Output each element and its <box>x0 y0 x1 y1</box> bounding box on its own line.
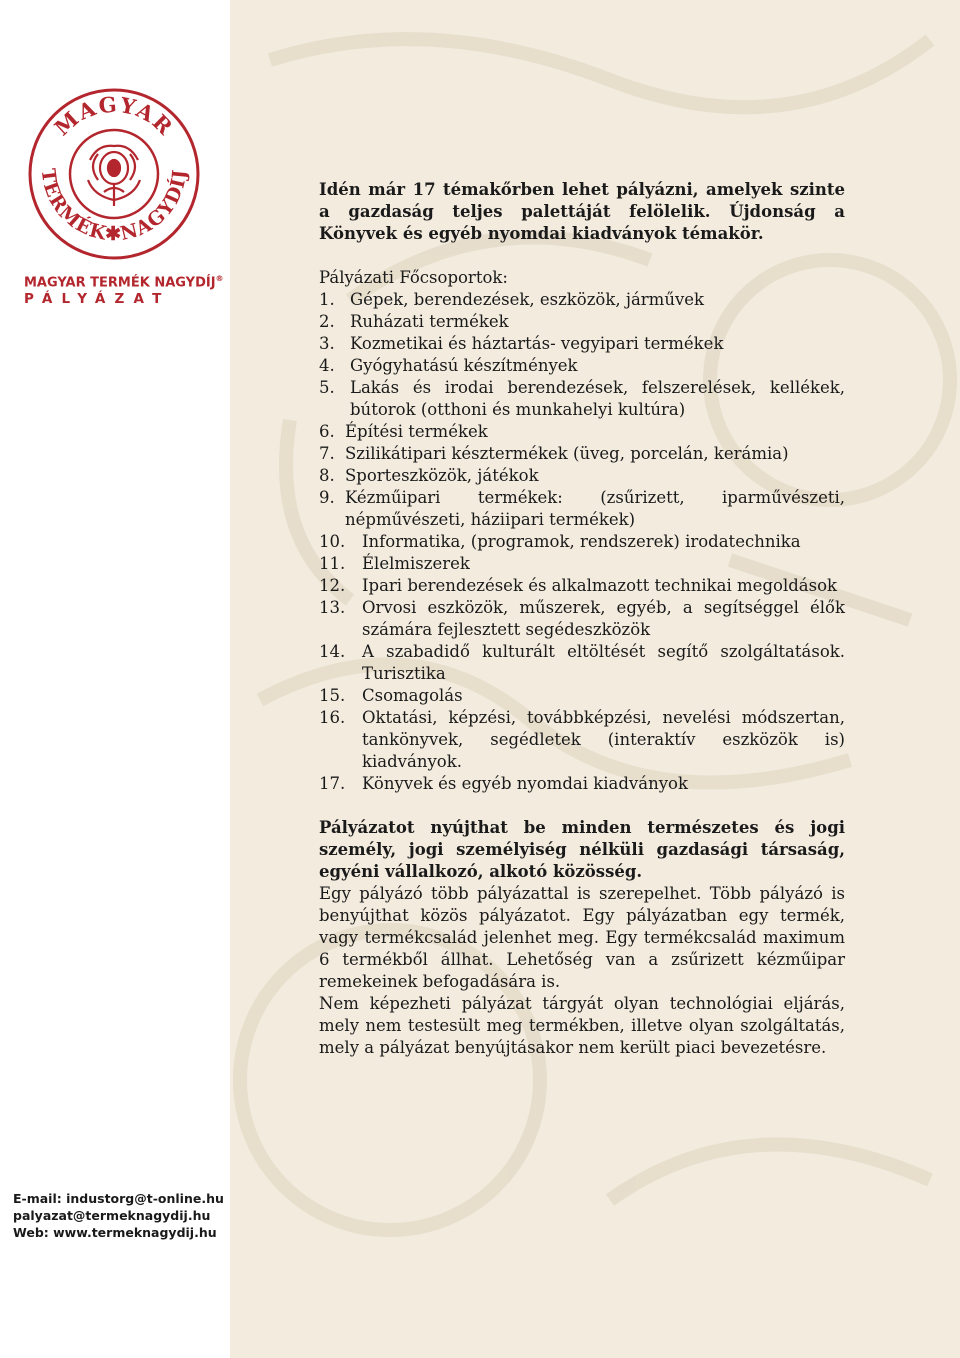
logo-emblem <box>28 88 200 260</box>
list-item: 1. Gépek, berendezések, eszközök, járművek <box>319 290 705 309</box>
eligibility-paragraph: Pályázatot nyújthat be minden természetes és jogi személy, jogi személyiség nélküli gazdasági társaság, egyéni vállalkozó, alkotó közösség. <box>319 818 845 881</box>
list-item: 12. Ipari berendezések és alkalmazott technikai megoldások <box>319 576 838 595</box>
registered-mark: ® <box>215 274 224 283</box>
sidebar <box>0 0 230 1358</box>
contact-email-2[interactable]: palyazat@termeknagydij.hu <box>13 1208 211 1223</box>
rules-paragraph-1: Egy pályázó több pályázattal is szerepelhet. Több pályázó is benyújthat közös pályázatot. Egy pályázatban egy termék, vagy termékcsalád jelenhet meg. Egy termékcsalád maximum 6 termékből állhat. Lehetőség van a zsűrizett kézműipar remekeinek befogadására is. <box>319 884 845 991</box>
list-item: 9. Kézműipari termékek: (zsűrizett, iparművészeti, népművészeti, háziipari termékek) <box>319 488 845 529</box>
list-item: 5. Lakás és irodai berendezések, felszerelések, kellékek, bútorok (otthoni és munkahelyi kultúra) <box>319 378 845 419</box>
list-item: 14. A szabadidő kulturált eltöltését segítő szolgáltatások. Turisztika <box>319 642 845 683</box>
svg-text:MAGYAR: MAGYAR <box>49 91 179 141</box>
categories-heading: Pályázati Főcsoportok: <box>319 268 508 287</box>
list-item: 13. Orvosi eszközök, műszerek, egyéb, a segítséggel élők számára fejlesztett segédeszközök <box>319 598 845 639</box>
list-item: 10. Informatika, (programok, rendszerek) irodatechnika <box>319 532 801 551</box>
list-item: 15. Csomagolás <box>319 686 463 705</box>
intro-paragraph: Idén már 17 témakőrben lehet pályázni, amelyek szinte a gazdaság teljes palettáját felölelik. Újdonság a Könyvek és egyéb nyomdai kiadványok témakör. <box>319 180 845 243</box>
contact-web[interactable]: Web: www.termeknagydij.hu <box>13 1225 217 1240</box>
list-item: 16. Oktatási, képzési, továbbképzési, nevelési módszertan, tankönyvek, segédletek (interaktív eszközök is) kiadványok. <box>319 708 845 771</box>
brand-name: MAGYAR TERMÉK NAGYDÍJ <box>24 275 216 291</box>
list-item: 17. Könyvek és egyéb nyomdai kiadványok <box>319 774 688 793</box>
contact-block <box>13 1190 224 1241</box>
rules-paragraph-2: Nem képezheti pályázat tárgyát olyan technológiai eljárás, mely nem testesült meg termékben, illetve olyan szolgáltatás, mely a pályázat benyújtásakor nem került piaci bevezetésre. <box>319 994 845 1057</box>
brand-subtitle: PÁLYÁZAT <box>24 291 171 308</box>
list-item: 6. Építési termékek <box>319 422 488 441</box>
list-item: 7. Szilikátipari késztermékek (üveg, porcelán, kerámia) <box>319 444 789 463</box>
categories-list <box>319 289 845 795</box>
logo-seal-icon <box>28 88 200 260</box>
list-item: 3. Kozmetikai és háztartás- vegyipari termékek <box>319 334 724 353</box>
list-item: 8. Sporteszközök, játékok <box>319 466 539 485</box>
contact-email[interactable]: E-mail: industorg@t-online.hu <box>13 1191 224 1206</box>
list-item: 4. Gyógyhatású készítmények <box>319 356 578 375</box>
list-item: 11. Élelmiszerek <box>319 554 470 573</box>
brand-wordmark <box>24 274 224 307</box>
list-item: 2. Ruházati termékek <box>319 312 509 331</box>
main-content <box>319 179 845 1059</box>
svg-text:TERMÉK✱NAGYDÍJ: TERMÉK✱NAGYDÍJ <box>36 167 192 246</box>
